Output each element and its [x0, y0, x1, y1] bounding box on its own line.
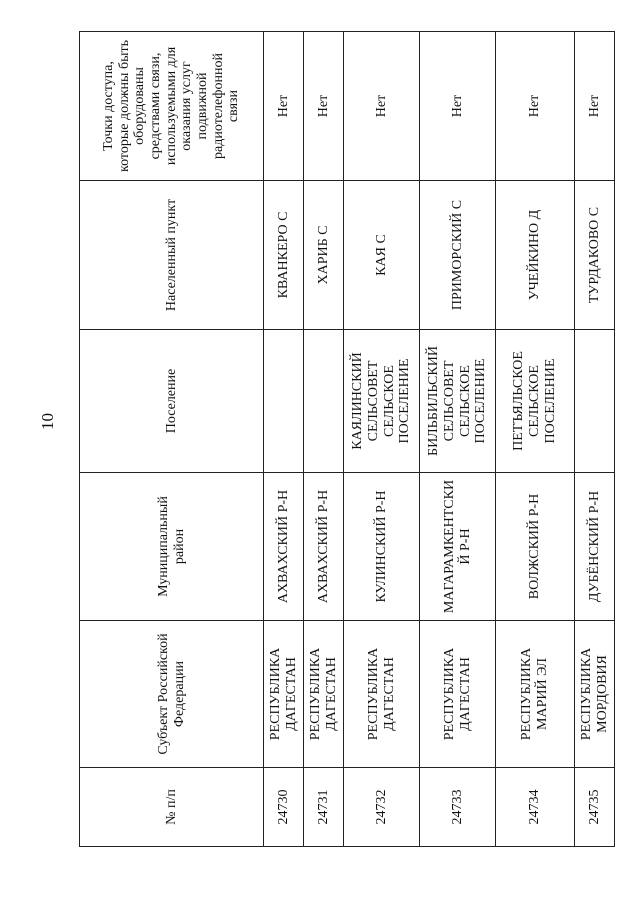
cell-locality: КВАНКЕРО С	[264, 181, 304, 330]
cell-access: Нет	[496, 32, 575, 181]
table-row	[496, 32, 575, 847]
cell-number: 24733	[420, 768, 496, 847]
cell-settlement	[575, 330, 615, 473]
cell-locality: ПРИМОРСКИЙ С	[420, 181, 496, 330]
table-container	[79, 32, 614, 847]
cell-subject: РЕСПУБЛИКА ДАГЕСТАН	[304, 621, 344, 768]
cell-locality: ХАРИБ С	[304, 181, 344, 330]
cell-access: Нет	[575, 32, 615, 181]
cell-district: ДУБЁНСКИЙ Р-Н	[575, 473, 615, 621]
table-row	[304, 32, 344, 847]
cell-number: 24730	[264, 768, 304, 847]
cell-number: 24734	[496, 768, 575, 847]
cell-settlement	[264, 330, 304, 473]
cell-subject: РЕСПУБЛИКА МОРДОВИЯ	[575, 621, 615, 768]
header-settlement: Поселение	[80, 330, 264, 473]
header-locality: Населенный пункт	[80, 181, 264, 330]
cell-settlement	[304, 330, 344, 473]
table-row	[575, 32, 615, 847]
cell-locality: УЧЕЙКИНО Д	[496, 181, 575, 330]
cell-number: 24735	[575, 768, 615, 847]
cell-district: КУЛИНСКИЙ Р-Н	[344, 473, 420, 621]
cell-settlement: ПЕТЪЯЛЬСКОЕ СЕЛЬСКОЕ ПОСЕЛЕНИЕ	[496, 330, 575, 473]
header-number: № п/п	[80, 768, 264, 847]
cell-settlement: КАЯЛИНСКИЙ СЕЛЬСОВЕТ СЕЛЬСКОЕ ПОСЕЛЕНИЕ	[344, 330, 420, 473]
cell-subject: РЕСПУБЛИКА ДАГЕСТАН	[420, 621, 496, 768]
cell-locality: КАЯ С	[344, 181, 420, 330]
cell-number: 24731	[304, 768, 344, 847]
table-row	[420, 32, 496, 847]
table-row	[264, 32, 304, 847]
settlements-table	[79, 31, 615, 847]
header-subject: Субъект Российской Федерации	[80, 621, 264, 768]
cell-access: Нет	[304, 32, 344, 181]
cell-settlement: БИЛЬБИЛЬСКИЙ СЕЛЬСОВЕТ СЕЛЬСКОЕ ПОСЕЛЕНИЕ	[420, 330, 496, 473]
cell-district: АХВАХСКИЙ Р-Н	[304, 473, 344, 621]
cell-number: 24732	[344, 768, 420, 847]
cell-locality: ТУРДАКОВО С	[575, 181, 615, 330]
header-district: Муниципальный район	[80, 473, 264, 621]
cell-district: АХВАХСКИЙ Р-Н	[264, 473, 304, 621]
cell-subject: РЕСПУБЛИКА ДАГЕСТАН	[264, 621, 304, 768]
cell-access: Нет	[420, 32, 496, 181]
table-row	[344, 32, 420, 847]
header-access-points: Точки доступа, которые должны быть оборудованы средствами связи, используемыми для оказания услуг подвижной радиотелефонной связи	[80, 32, 264, 181]
page-number: 10	[38, 413, 57, 430]
cell-district: ВОЛЖСКИЙ Р-Н	[496, 473, 575, 621]
table-header-row	[80, 32, 264, 847]
cell-access: Нет	[344, 32, 420, 181]
cell-access: Нет	[264, 32, 304, 181]
cell-subject: РЕСПУБЛИКА ДАГЕСТАН	[344, 621, 420, 768]
cell-subject: РЕСПУБЛИКА МАРИЙ ЭЛ	[496, 621, 575, 768]
cell-district: МАГАРАМКЕНТСКИЙ Р-Н	[420, 473, 496, 621]
